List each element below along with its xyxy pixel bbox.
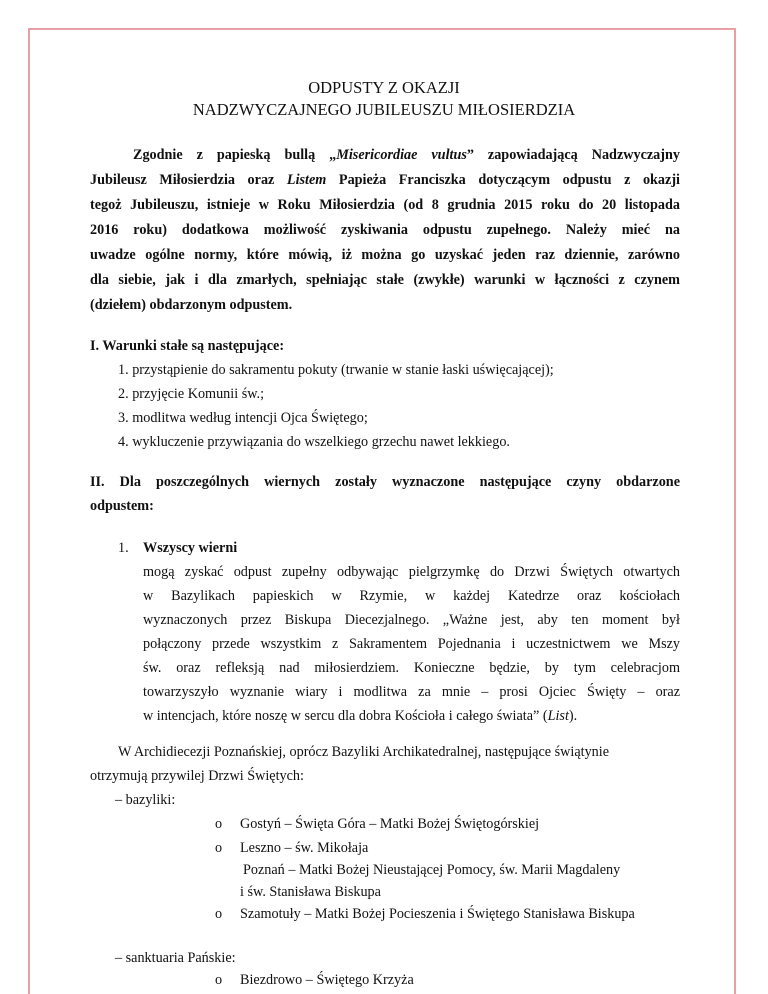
item1-line-1: mogą zyskać odpust zupełny odbywając pielgrzymkę do Drzwi Świętych otwartych [143,564,680,580]
section2-heading-line-1: II. Dla poszczególnych wiernych zostały wyznaczone następujące czyny obdarzone [90,474,680,490]
item1-line-5: św. oraz refleksją nad miłosierdziem. Konieczne będzie, by tym celebracjom [143,660,680,676]
intro-line-6: dla siebie, jak i dla zmarłych, spełniając stałe (zwykłe) warunki w łączności z czynem [90,272,680,288]
intro-line-4: 2016 roku) dodatkowa możliwość zyskiwania odpustu zupełnego. Należy mieć na [90,222,680,238]
condition-item-2: 2. przyjęcie Komunii św.; [118,386,265,402]
condition-item-4: 4. wykluczenie przywiązania do wszelkiego grzechu nawet lekkiego. [118,434,510,450]
title-line-1: ODPUSTY Z OKAZJI [308,78,460,97]
intro-line-2: Jubileusz Miłosierdzia oraz Listem Papieża Franciszka dotyczącym odpustu z okazji [90,172,680,188]
basilicas-label: – bazyliki: [115,792,176,808]
item1-number: 1. [118,540,129,556]
intro-line-1: Zgodnie z papieską bullą „Misericordiae vultus” zapowiadającą Nadzwyczajny [133,147,680,163]
list-item: o Biezdrowo – Świętego Krzyża [215,972,414,988]
bullet-icon: o [215,816,223,832]
list-item: o Gostyń – Święta Góra – Matki Bożej Świętogórskiej [215,816,540,832]
archdiocese-line-2: otrzymują przywilej Drzwi Świętych: [90,768,304,784]
item1-line-6: towarzyszyło wyznanie wiary i modlitwa za mnie – prosi Ojciec Święty – oraz [143,684,680,700]
list-item: o Szamotuły – Matki Bożej Pocieszenia i Świętego Stanisława Biskupa [215,906,635,922]
bullet-icon: o [215,906,223,922]
section2-heading-line-2: odpustem: [90,498,154,514]
item1-line-7: w intencjach, które noszę w sercu dla dobra Kościoła i całego świata” (List). [143,708,578,724]
intro-line-5: uwadze ogólne normy, które mówią, iż można go uzyskać jeden raz dziennie, zarówno [90,247,680,263]
bullet-icon: o [215,840,223,856]
intro-line-7: (dziełem) obdarzonym odpustem. [90,297,293,313]
basilica-poznan-line-2: i św. Stanisława Biskupa [240,884,381,900]
bullet-icon: o [215,972,223,988]
section1-heading: I. Warunki stałe są następujące: [90,338,285,354]
item1-line-4: połączony przede wszystkim z Sakramentem Pojednania i uczestnictwem we Mszy [143,636,680,652]
sanctuaries-label: – sanktuaria Pańskie: [115,950,236,966]
condition-item-1: 1. przystąpienie do sakramentu pokuty (trwanie w stanie łaski uświęcającej); [118,362,554,378]
intro-line-3: tegoż Jubileuszu, istnieje w Roku Miłosierdzia (od 8 grudnia 2015 roku do 20 listopada [90,197,680,213]
basilica-poznan-line-1: Poznań – Matki Bożej Nieustającej Pomocy, św. Marii Magdaleny [243,862,621,878]
list-item: o Leszno – św. Mikołaja [215,840,369,856]
archdiocese-line-1: W Archidiecezji Poznańskiej, oprócz Bazyliki Archikatedralnej, następujące świątynie [118,744,609,760]
condition-item-3: 3. modlitwa według intencji Ojca Świętego; [118,410,368,426]
item1-title: Wszyscy wierni [143,540,238,556]
item1-line-2: w Bazylikach papieskich w Rzymie, w każdej Katedrze oraz kościołach [143,588,680,604]
title-line-2: NADZWYCZAJNEGO JUBILEUSZU MIŁOSIERDZIA [192,100,576,119]
item1-line-3: wyznaczonych przez Biskupa Diecezjalnego. „Ważne jest, aby ten moment był [143,612,680,628]
